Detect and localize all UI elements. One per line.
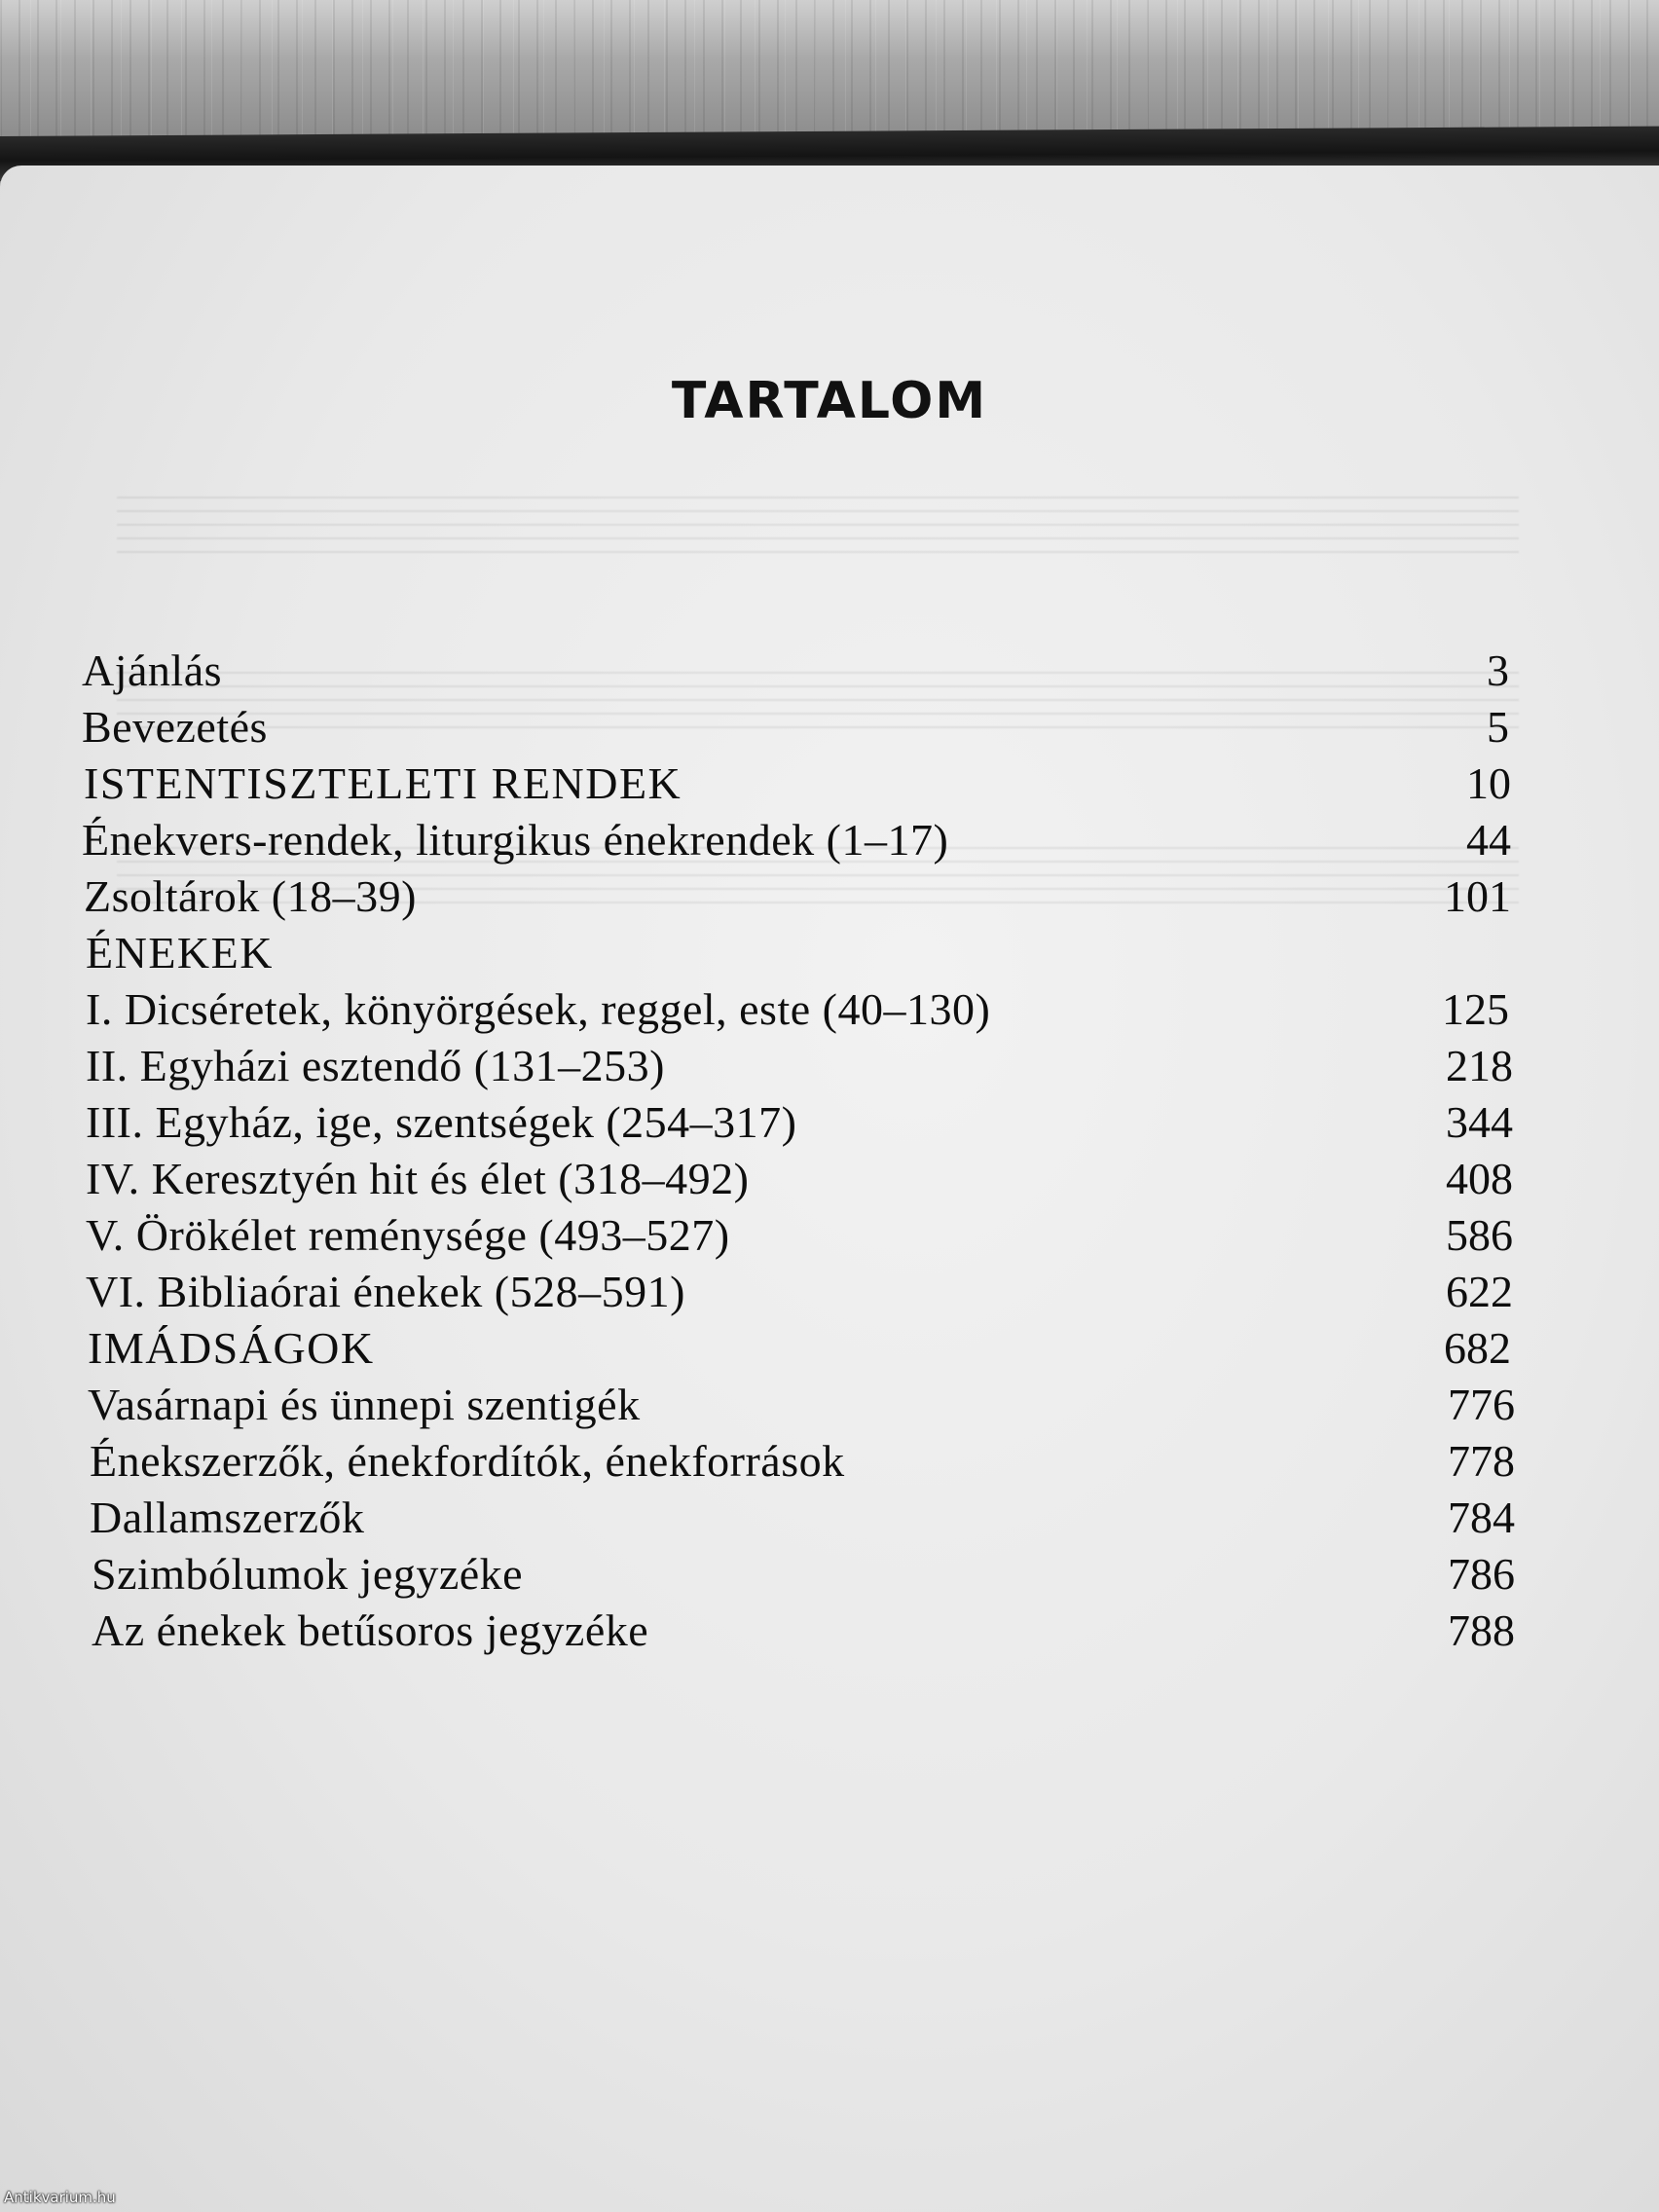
toc-entry — [82, 812, 1511, 868]
toc-entry — [82, 643, 1509, 699]
toc-entry — [86, 1151, 1513, 1207]
toc-entry — [86, 1038, 1513, 1094]
toc-page-number: 218 — [1446, 1041, 1513, 1090]
toc-entry — [86, 1094, 1513, 1151]
page-title: TARTALOM — [671, 372, 988, 430]
toc-page-number: 682 — [1444, 1323, 1511, 1373]
toc-entry-label: II. Egyházi esztendő (131–253) — [86, 1041, 665, 1090]
toc-entry-label: IV. Keresztyén hit és élet (318–492) — [86, 1154, 750, 1203]
toc-entry-label: I. Dicséretek, könyörgések, reggel, este (40–130) — [86, 984, 991, 1034]
toc-entry-label: Zsoltárok (18–39) — [84, 871, 417, 921]
toc-entry-label: Az énekek betűsoros jegyzéke — [92, 1605, 649, 1655]
toc-entry-label: Bevezetés — [82, 702, 268, 752]
toc-page-number: 776 — [1448, 1380, 1515, 1429]
table-of-contents — [0, 166, 1659, 2212]
toc-entry — [86, 1207, 1513, 1264]
toc-page-number: 10 — [1466, 758, 1511, 808]
toc-entry — [90, 1433, 1515, 1490]
toc-entry — [84, 868, 1511, 925]
toc-page-number: 344 — [1446, 1097, 1513, 1147]
toc-page-number: 44 — [1466, 815, 1511, 865]
toc-entry-label: Ajánlás — [82, 645, 223, 695]
toc-entry-label: V. Örökélet reménysége (493–527) — [86, 1210, 730, 1260]
toc-entry-label: Szimbólumok jegyzéke — [92, 1549, 524, 1599]
toc-page-number: 622 — [1446, 1267, 1513, 1316]
toc-entry — [92, 1603, 1515, 1659]
toc-page-number: 784 — [1448, 1493, 1515, 1542]
toc-entry — [86, 1264, 1513, 1320]
book-page — [0, 166, 1659, 2212]
toc-page-number: 408 — [1446, 1154, 1513, 1203]
toc-page-number: 788 — [1448, 1605, 1515, 1655]
toc-page-number: 101 — [1444, 871, 1511, 921]
toc-entry-label: Vasárnapi és ünnepi szentigék — [88, 1380, 641, 1429]
toc-entry — [90, 1490, 1515, 1546]
toc-section-heading: ÉNEKEK — [86, 928, 274, 977]
toc-section-heading: ISTENTISZTELETI RENDEK — [84, 758, 682, 808]
toc-page-number: 778 — [1448, 1436, 1515, 1486]
toc-entry — [86, 981, 1509, 1038]
toc-entry-label: III. Egyház, ige, szentségek (254–317) — [86, 1097, 797, 1147]
toc-entry — [84, 756, 1511, 812]
toc-page-number: 586 — [1446, 1210, 1513, 1260]
toc-section-heading: IMÁDSÁGOK — [88, 1323, 375, 1373]
toc-page-number: 125 — [1442, 984, 1509, 1034]
toc-entry — [86, 925, 1511, 981]
toc-entry — [82, 699, 1509, 756]
toc-entry-label: Énekszerzők, énekfordítók, énekforrások — [90, 1436, 845, 1486]
toc-page-number: 786 — [1448, 1549, 1515, 1599]
toc-page-number: 3 — [1487, 645, 1509, 695]
toc-entry-label: VI. Bibliaórai énekek (528–591) — [86, 1267, 685, 1316]
toc-entry-label: Énekvers-rendek, liturgikus énekrendek (1–17) — [82, 815, 949, 865]
toc-entry — [88, 1320, 1511, 1377]
toc-entry-label: Dallamszerzők — [90, 1493, 365, 1542]
background-surface — [0, 0, 1659, 146]
toc-page-number: 5 — [1487, 702, 1509, 752]
watermark-text: Antikvarium.hu — [4, 2189, 116, 2206]
toc-entry — [92, 1546, 1515, 1603]
toc-entry — [88, 1377, 1515, 1433]
